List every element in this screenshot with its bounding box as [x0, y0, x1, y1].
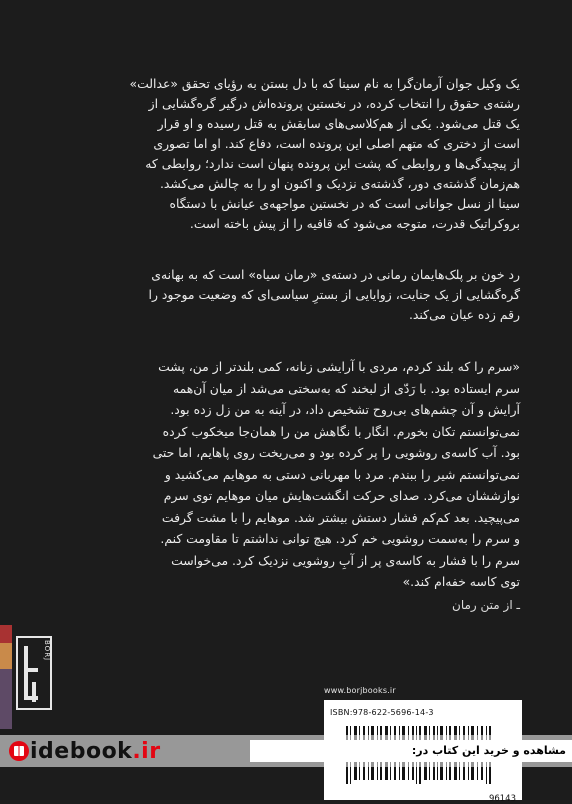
isbn-number: ISBN:978-622-5696-14-3	[330, 708, 434, 717]
watermark-logo-text: idebook	[30, 738, 133, 764]
text-line: می‌پیچید. بعد کم‌کم فشار دستش بیشتر شد. موهایم را با مشت گرفت	[161, 509, 520, 525]
text-line: و سرم را به‌سمت روشویی خم کرد. هیچ توانی نداشتم تا مقاومت کنم.	[160, 531, 520, 546]
watermark-logo-suffix: .ir	[132, 738, 161, 764]
book-icon	[8, 740, 30, 762]
text-line: سرم ایستاده بود. با رَدّی از لبخند که به‌سختی می‌شد از میان آن‌همه	[172, 380, 520, 396]
synopsis-paragraph	[50, 74, 520, 234]
text-line: سینا از نسل جوانانی است که در نخستین مواجهه‌ی عیانش با دستگاه	[169, 196, 520, 211]
publisher-website[interactable]: www.borjbooks.ir	[324, 686, 396, 695]
text-line: بود. آب کاسه‌ی روشویی را پر کرده بود و می‌ریخت روی پاهایم، اما حتی	[152, 445, 520, 460]
color-strip-orange	[0, 643, 12, 669]
novel-excerpt	[50, 356, 520, 593]
text-line: گره‌گشایی از یک جنایت، زوایایی از بسترِ سیاسی‌ای که وضعیت موجود را	[148, 287, 520, 302]
color-strip-red	[0, 625, 12, 643]
color-strip-purple	[0, 669, 12, 729]
text-line: نمی‌توانستم شیر را ببندم. مرد با مهربانی دستی به موهایم می‌کشید و	[164, 466, 520, 482]
text-line: سرم را با فشار به کاسه‌ی پر از آبِ روشویی نزدیک کرد. می‌خواست	[171, 552, 520, 568]
text-line: توی کاسه خفه‌ام کند.»	[402, 574, 520, 589]
text-line: است از دختری که متهم اصلی این پرونده است، دفاع کند. او اما تصوری	[153, 136, 520, 151]
logo-bar	[24, 646, 28, 700]
publisher-brand: BORJ	[43, 640, 51, 662]
text-line: بروکراتیک قدرت، متوجه می‌شود که قافیه را از پیش باخته است.	[189, 216, 520, 231]
publisher-logo	[16, 636, 52, 710]
logo-bar	[24, 668, 38, 672]
barcode-digits: 96143	[488, 794, 516, 804]
text-line: رشته‌ی حقوق را انتخاب کرده، در نخستین پرونده‌اش درگیر گره‌گشایی از	[148, 96, 520, 111]
text-line: نمی‌توانستم تکان بخورم. انگار با نگاهش من را همان‌جا میخکوب کرده	[162, 423, 520, 439]
logo-bar	[24, 696, 38, 700]
text-line: «سرم را که بلند کردم، مردی با آرایشی زنانه، کمی بلندتر از من، پشت	[158, 359, 520, 374]
text-line: رد خون بر پلک‌هایمان رمانی در دسته‌ی «رمان سیاه» است که به بهانه‌ی	[151, 267, 520, 282]
text-line: آرایش و آن چشم‌های بی‌روح تشخیص داد، در آینه به من زل زده بود.	[170, 402, 520, 417]
text-line: هم‌زمان گذشته‌ی دور، گذشته‌ی نزدیک و اکنون او را به چالش می‌کشد.	[159, 176, 520, 191]
text-line: یک قتل می‌شود. یکی از هم‌کلاسی‌های سابقش به قتل رسیده و او قرار	[157, 116, 520, 131]
watermark-caption: مشاهده و خرید این کتاب در:	[250, 740, 572, 762]
watermark-logo[interactable]	[8, 736, 161, 766]
text-line: یک وکیل جوان آرمان‌گرا به نام سینا که با دل بستن به رؤیای تحقق «عدالت»	[129, 76, 520, 91]
excerpt-attribution: ـ از متن رمان	[452, 598, 520, 612]
text-line: رقم زده عیان می‌کند.	[408, 307, 520, 322]
genre-paragraph	[50, 265, 520, 325]
text-line: نوازششان می‌کرد. صدای حرکت انگشت‌هایش میان موهایم توی سرم	[163, 488, 520, 503]
text-line: از پیچیدگی‌ها و روابطی که پشت این پرونده پنهان است ندارد؛ روابطی که	[145, 156, 520, 171]
